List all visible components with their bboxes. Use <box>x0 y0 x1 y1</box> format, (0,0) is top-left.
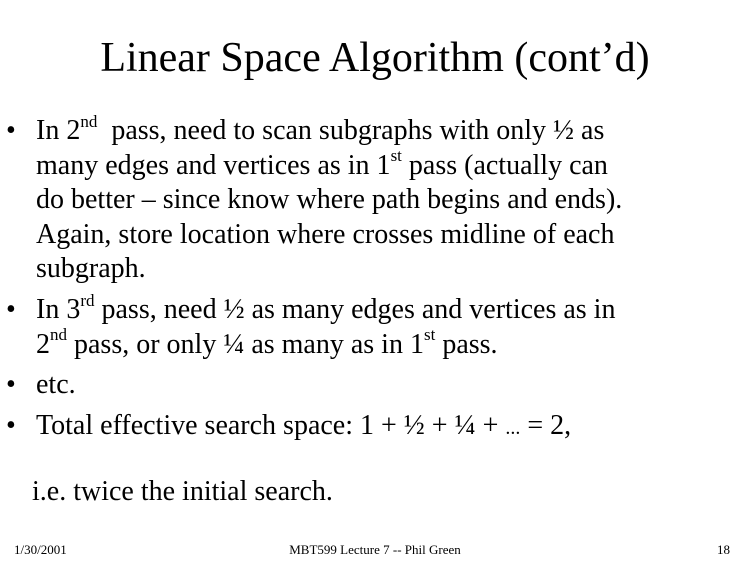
footer-page-number: 18 <box>717 542 730 557</box>
bullet-continuation: i.e. twice the initial search. <box>32 476 333 507</box>
bullet-etc <box>6 368 746 403</box>
bullet-line: subgraph. <box>36 253 146 285</box>
bullet-icon: • <box>6 115 16 146</box>
bullet-third-pass <box>6 290 746 362</box>
bullet-line: In 2nd pass, need to scan subgraphs with only ½ as <box>36 111 605 146</box>
slide-title: Linear Space Algorithm (cont’d) <box>100 35 650 81</box>
bullet-icon: • <box>6 409 16 441</box>
bullet-total-search-space <box>6 409 746 446</box>
bullet-line: etc. <box>36 369 76 401</box>
footer-title: MBT599 Lecture 7 -- Phil Green <box>289 542 461 557</box>
bullet-line: Again, store location where crosses midline of each <box>36 218 615 250</box>
bullet-line: do better – since know where path begins and ends). <box>36 184 623 216</box>
bullet-icon: • <box>6 293 16 325</box>
bullet-line: In 3rd pass, need ½ as many edges and vertices as in <box>36 290 616 325</box>
bullet-list <box>6 111 746 445</box>
bullet-icon: • <box>6 369 16 401</box>
bullet-line: Total effective search space: 1 + ½ + ¼ + ... = 2, <box>36 409 572 441</box>
bullet-line: many edges and vertices as in 1st pass (actually can <box>36 146 608 181</box>
footer-date: 1/30/2001 <box>14 542 67 557</box>
bullet-second-pass <box>6 111 746 287</box>
bullet-line: 2nd pass, or only ¼ as many as in 1st pass. <box>36 325 498 360</box>
